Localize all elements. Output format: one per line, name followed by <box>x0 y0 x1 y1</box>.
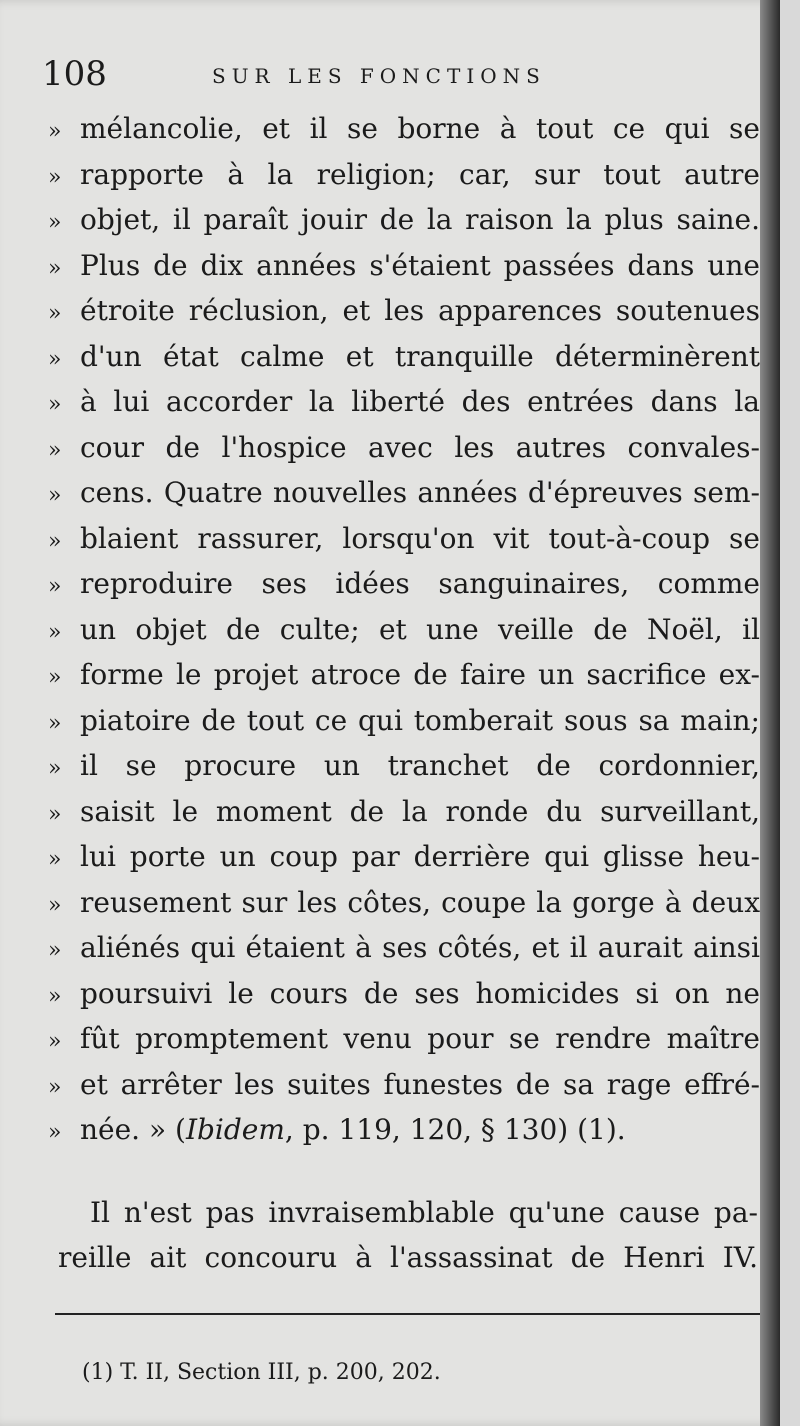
page-edge-shadow <box>760 0 780 1426</box>
quote-line <box>48 152 760 198</box>
guillemet-marker: » <box>48 437 62 463</box>
quote-line-text: un objet de culte; et une veille de Noël, il <box>80 612 760 646</box>
page-number: 108 <box>42 54 107 94</box>
guillemet-marker: » <box>48 847 62 872</box>
guillemet-marker: » <box>48 210 62 235</box>
quote-line <box>48 1016 760 1062</box>
quote-line-text: poursuivi le cours de ses homicides si on ne <box>80 976 760 1010</box>
running-head: SUR LES FONCTIONS <box>212 64 546 88</box>
guillemet-marker: » <box>48 801 62 827</box>
quote-line-text: mélancolie, et il se borne à tout ce qui se <box>80 112 760 145</box>
quote-line-text: et arrêter les suites funestes de sa rage effré- <box>80 1067 760 1101</box>
quote-line <box>48 743 760 789</box>
quote-line-text: forme le projet atroce de faire un sacrifice ex- <box>80 658 760 691</box>
quote-line <box>48 334 760 380</box>
guillemet-marker: » <box>48 710 62 736</box>
quote-line-text: saisit le moment de la ronde du surveillant, <box>80 794 760 828</box>
quote-line <box>48 880 760 926</box>
quote-line <box>48 379 760 425</box>
quote-line <box>48 243 760 289</box>
quote-line <box>48 1107 760 1153</box>
quote-line <box>48 925 760 971</box>
guillemet-marker: » <box>48 892 62 918</box>
footnote: (1) T. II, Section III, p. 200, 202. <box>82 1360 441 1385</box>
quote-line-text: étroite réclusion, et les apparences soutenues <box>80 294 760 327</box>
quote-line <box>48 516 760 562</box>
quote-line <box>48 607 760 653</box>
quote-line-text: reusement sur les côtes, coupe la gorge à deux <box>80 885 760 919</box>
quote-line-text: Plus de dix années s'étaient passées dans une <box>80 248 760 282</box>
guillemet-marker: » <box>48 756 62 781</box>
paragraph-line: reille ait concouru à l'assassinat de Henri IV. <box>58 1241 758 1274</box>
citation-prefix: née. » ( <box>80 1113 186 1146</box>
quote-line <box>48 1062 760 1108</box>
guillemet-marker: » <box>48 255 62 281</box>
quote-line-text: d'un état calme et tranquille déterminèrent <box>80 339 760 373</box>
quote-line-text: reproduire ses idées sanguinaires, comme <box>80 567 760 600</box>
quote-line <box>48 197 760 243</box>
quote-line-text: aliénés qui étaient à ses côtés, et il aurait ainsi <box>80 931 760 964</box>
guillemet-marker: » <box>48 574 62 599</box>
quote-line-text: objet, il paraît jouir de la raison la plus saine. <box>80 203 760 236</box>
quote-line-text: il se procure un tranchet de cordonnier, <box>80 749 760 782</box>
quote-line-text: cour de l'hospice avec les autres convales- <box>80 430 760 464</box>
quote-line <box>48 698 760 744</box>
footnote-rule <box>55 1313 775 1315</box>
citation-suffix: , p. 119, 120, § 130) (1). <box>284 1113 626 1146</box>
guillemet-marker: » <box>48 1120 62 1145</box>
quote-line <box>48 106 760 152</box>
quote-line <box>48 470 760 516</box>
quote-line-text: rapporte à la religion; car, sur tout autre <box>80 157 760 191</box>
quote-line-text <box>80 1107 760 1153</box>
quote-line <box>48 834 760 880</box>
quote-line-text: piatoire de tout ce qui tomberait sous sa main; <box>80 703 760 737</box>
closing-paragraph <box>58 1190 758 1280</box>
quote-line <box>48 971 760 1017</box>
guillemet-marker: » <box>48 619 62 645</box>
quote-line-text: blaient rassurer, lorsqu'on vit tout-à-coup se <box>80 521 760 555</box>
quote-line <box>48 789 760 835</box>
quote-line-text: lui porte un coup par derrière qui glisse heu- <box>80 840 760 873</box>
paragraph-line: Il n'est pas invraisemblable qu'une cause pa- <box>90 1196 758 1229</box>
guillemet-marker: » <box>48 301 62 326</box>
page-header <box>42 52 762 96</box>
quoted-passage <box>48 106 760 1153</box>
guillemet-marker: » <box>48 1074 62 1100</box>
guillemet-marker: » <box>48 665 62 690</box>
guillemet-marker: » <box>48 938 62 963</box>
quote-line <box>48 288 760 334</box>
guillemet-marker: » <box>48 983 62 1009</box>
citation-source: Ibidem <box>185 1113 285 1146</box>
guillemet-marker: » <box>48 164 62 190</box>
guillemet-marker: » <box>48 392 62 417</box>
guillemet-marker: » <box>48 346 62 372</box>
quote-line-text: à lui accorder la liberté des entrées dans la <box>80 385 760 418</box>
guillemet-marker: » <box>48 528 62 554</box>
quote-line-text: cens. Quatre nouvelles années d'épreuves sem- <box>80 476 760 509</box>
quote-line <box>48 425 760 471</box>
guillemet-marker: » <box>48 119 62 144</box>
guillemet-marker: » <box>48 483 62 508</box>
quote-line-text: fût promptement venu pour se rendre maître <box>80 1022 760 1055</box>
quote-line <box>48 652 760 698</box>
guillemet-marker: » <box>48 1029 62 1054</box>
quote-line <box>48 561 760 607</box>
